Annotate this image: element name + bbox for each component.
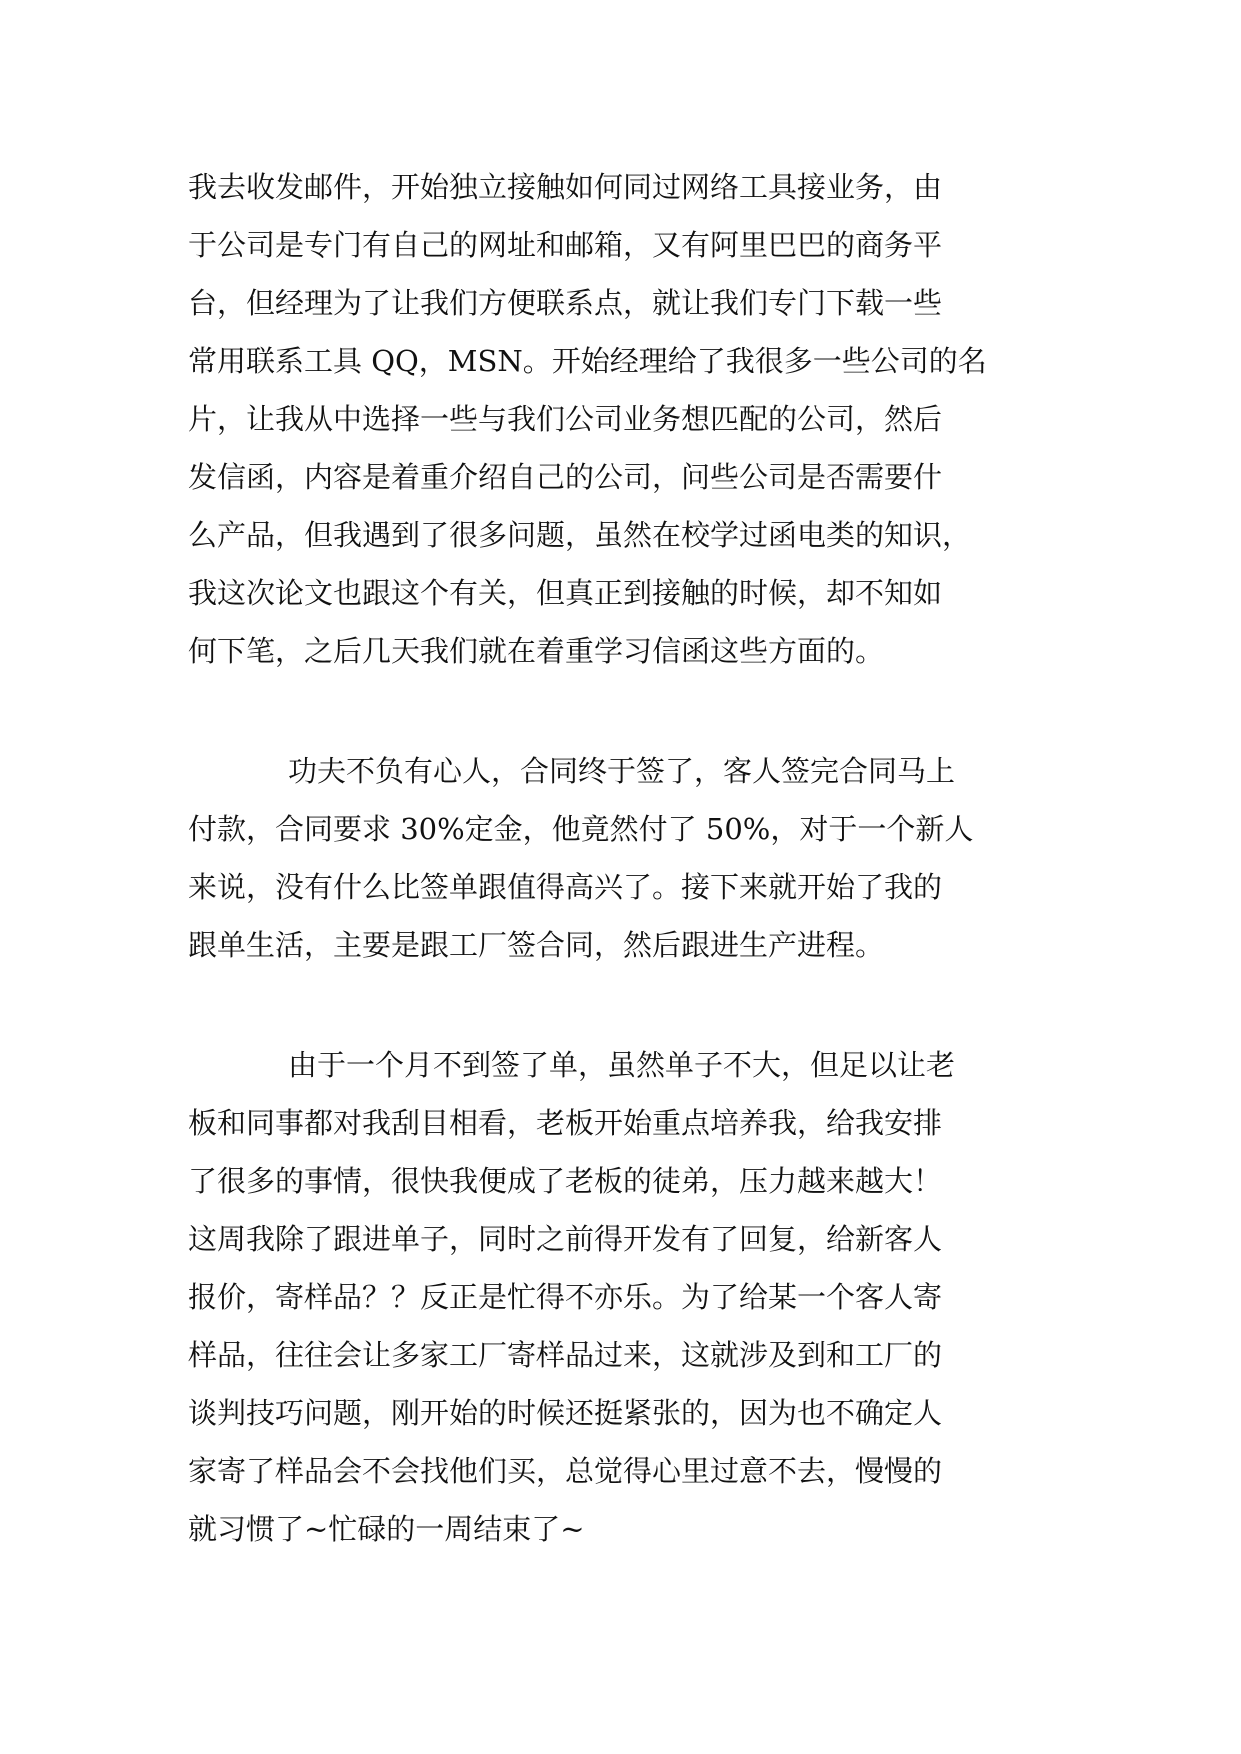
text-line: 么产品，但我遇到了很多问题，虽然在校学过函电类的知识， xyxy=(188,518,972,552)
text-line: 片，让我从中选择一些与我们公司业务想匹配的公司，然后 xyxy=(188,402,943,436)
text-line: 板和同事都对我刮目相看，老板开始重点培养我，给我安排 xyxy=(188,1106,943,1140)
paragraph-2 xyxy=(188,742,1068,974)
text-line: 我去收发邮件，开始独立接触如何同过网络工具接业务，由 xyxy=(188,170,943,204)
text-line-indented: 功夫不负有心人，合同终于签了，客人签完合同马上 xyxy=(288,754,956,788)
text-line: 家寄了样品会不会找他们买，总觉得心里过意不去，慢慢的 xyxy=(188,1454,943,1488)
text-line: 报价，寄样品？？反正是忙得不亦乐。为了给某一个客人寄 xyxy=(188,1280,943,1314)
text-line: 来说，没有什么比签单跟值得高兴了。接下来就开始了我的 xyxy=(188,870,943,904)
text-line: 就习惯了~忙碌的一周结束了~ xyxy=(188,1512,585,1546)
text-line: 于公司是专门有自己的网址和邮箱，又有阿里巴巴的商务平 xyxy=(188,228,943,262)
text-line: 跟单生活，主要是跟工厂签合同，然后跟进生产进程。 xyxy=(188,928,885,962)
paragraph-1 xyxy=(188,158,1068,680)
text-line: 我这次论文也跟这个有关，但真正到接触的时候，却不知如 xyxy=(188,576,943,610)
text-line: 样品，往往会让多家工厂寄样品过来，这就涉及到和工厂的 xyxy=(188,1338,943,1372)
text-line-indented: 由于一个月不到签了单，虽然单子不大，但足以让老 xyxy=(288,1048,956,1082)
text-line: 常用联系工具 QQ，MSN。开始经理给了我很多一些公司的名 xyxy=(188,344,987,378)
text-line: 这周我除了跟进单子，同时之前得开发有了回复，给新客人 xyxy=(188,1222,943,1256)
paragraph-3 xyxy=(188,1036,1068,1558)
text-line: 谈判技巧问题，刚开始的时候还挺紧张的，因为也不确定人 xyxy=(188,1396,943,1430)
text-line: 何下笔，之后几天我们就在着重学习信函这些方面的。 xyxy=(188,634,885,668)
text-line: 付款，合同要求 30%定金，他竟然付了 50%，对于一个新人 xyxy=(188,812,974,846)
text-line: 了很多的事情，很快我便成了老板的徒弟，压力越来越大！ xyxy=(188,1164,943,1198)
text-line: 发信函，内容是着重介绍自己的公司，问些公司是否需要什 xyxy=(188,460,943,494)
text-line: 台，但经理为了让我们方便联系点，就让我们专门下载一些 xyxy=(188,286,943,320)
